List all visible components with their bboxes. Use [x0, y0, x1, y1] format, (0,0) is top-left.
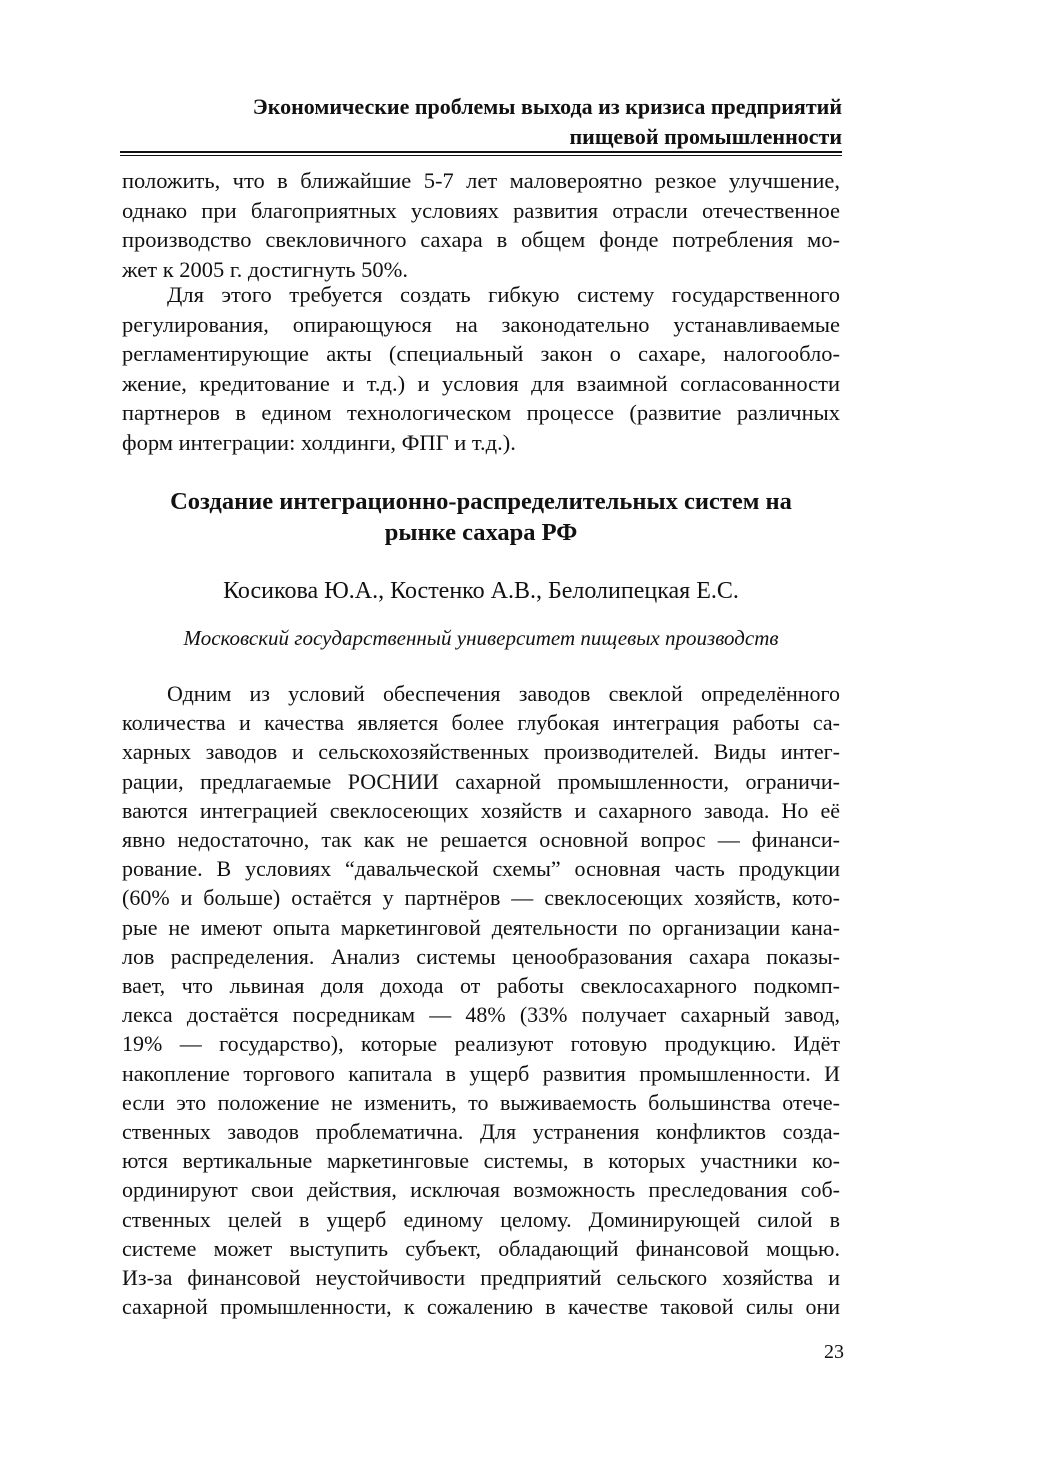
- article-affiliation: Московский государственный университет пищевых производств: [183, 626, 779, 650]
- paragraph-line: лов распределения. Анализ системы ценообразования сахара показы-: [122, 943, 840, 969]
- paragraph-line: рование. В условиях “давальческой схемы” основная часть продукции: [122, 856, 840, 882]
- paragraph-line: сахарной промышленности, к сожалению в качестве таковой силы они: [122, 1294, 840, 1320]
- paragraph-line: лекса достаётся посредникам — 48% (33% получает сахарный завод,: [122, 1002, 840, 1028]
- paragraph-line: жет к 2005 г. достигнуть 50%.: [122, 256, 409, 282]
- continued-paragraph: [122, 166, 840, 284]
- section-title-line-1: Создание интеграционно-распределительных систем на: [170, 488, 792, 515]
- paragraph-line: если это положение не изменить, то выживаемость большинства отече-: [122, 1089, 840, 1115]
- article-authors: Косикова Ю.А., Костенко А.В., Белолипецкая Е.С.: [223, 578, 739, 604]
- paragraph-line: вает, что львиная доля дохода от работы свеклосахарного подкомп-: [122, 973, 840, 999]
- paragraph-line: ваются интеграцией свеклосеющих хозяйств и сахарного завода. Но её: [122, 797, 840, 823]
- paragraph-line: ственных целей в ущерб единому целому. Доминирующей силой в: [122, 1206, 840, 1232]
- paragraph-line: Из-за финансовой неустойчивости предприятий сельского хозяйства и: [122, 1265, 840, 1291]
- paragraph-line: 19% — государство), которые реализуют готовую продукцию. Идёт: [122, 1031, 840, 1057]
- paragraph-line: ординируют свои действия, исключая возможность преследования соб-: [122, 1177, 840, 1203]
- paragraph-line: ются вертикальные маркетинговые системы, в которых участники ко-: [122, 1148, 840, 1174]
- paragraph-line: производство свекловичного сахара в общем фонде потребления мо-: [122, 227, 840, 252]
- paragraph-line: однако при благоприятных условиях развития отрасли отечественное: [122, 197, 840, 223]
- running-header-line-1: Экономические проблемы выхода из кризиса предприятий: [252, 94, 842, 119]
- section-title: [122, 486, 840, 548]
- paragraph-line: Для этого требуется создать гибкую систему государственного: [167, 282, 840, 307]
- running-header: [180, 92, 842, 152]
- paragraph-line: ственных заводов проблематична. Для устранения конфликтов созда-: [122, 1119, 840, 1145]
- header-rule: [120, 151, 842, 156]
- paragraph-line: рые не имеют опыта маркетинговой деятельности по организации кана-: [122, 914, 840, 940]
- paragraph-line: жение, кредитование и т.д.) и условия для взаимной согласованности: [122, 370, 840, 396]
- paragraph-line: системе может выступить субъект, обладающий финансовой мощью.: [122, 1235, 840, 1261]
- paragraph-line: партнеров в едином технологическом процессе (развитие различных: [122, 400, 840, 425]
- paragraph-line: (60% и больше) остаётся у партнёров — свеклосеющих хозяйств, кото-: [122, 885, 840, 911]
- paragraph-line: Одним из условий обеспечения заводов свеклой определённого: [167, 681, 840, 706]
- paragraph-line: накопление торгового капитала в ущерб развития промышленности. И: [122, 1060, 840, 1086]
- section-title-line-2: рынке сахара РФ: [384, 519, 578, 546]
- page-number: 23: [824, 1341, 844, 1363]
- paragraph-line: явно недостаточно, так как не решается основной вопрос — финанси-: [122, 827, 840, 853]
- paragraph-line: регламентирующие акты (специальный закон о сахаре, налогообло-: [122, 341, 840, 366]
- paragraph-line: положить, что в ближайшие 5-7 лет маловероятно резкое улучшение,: [122, 168, 840, 193]
- paragraph-state-regulation: [122, 280, 840, 457]
- main-paragraph: [122, 679, 840, 1321]
- paragraph-line: форм интеграции: холдинги, ФПГ и т.д.).: [122, 429, 516, 455]
- paragraph-line: количества и качества является более глубокая интеграция работы са-: [122, 710, 840, 736]
- running-header-line-2: пищевой промышленности: [569, 124, 842, 149]
- paragraph-line: рации, предлагаемые РОСНИИ сахарной промышленности, ограничи-: [122, 768, 840, 794]
- paragraph-line: харных заводов и сельскохозяйственных производителей. Виды интег-: [122, 739, 840, 765]
- paragraph-line: регулирования, опирающуюся на законодательно устанавливаемые: [122, 311, 840, 337]
